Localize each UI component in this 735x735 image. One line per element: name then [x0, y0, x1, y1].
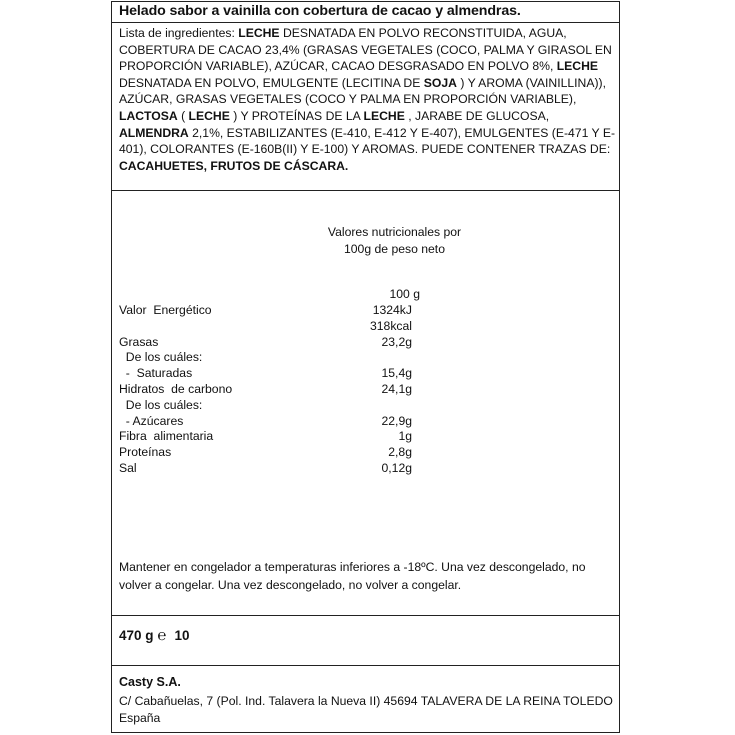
nutrition-value: 1324kJ: [372, 303, 412, 317]
allergen-text: LACTOSA: [119, 108, 178, 123]
allergen-text: LECHE: [188, 108, 230, 123]
nutrition-row: [112, 461, 619, 477]
ingredient-text: DESNATADA EN POLVO RECONSTITUIDA, AGUA, COBERTURA DE CACAO 23,4% (GRASAS VEGETALES (COCO, PALMA Y GIRASOL EN PROPORCIÓN VARIABLE), AZÚCAR, CACAO DESGRASADO EN POLVO 8%,: [119, 26, 612, 74]
estimated-sign-icon: ℮: [157, 627, 167, 644]
nutrition-header: [307, 224, 482, 258]
net-weight: 470 g: [119, 628, 154, 643]
nutrition-value: 15,4g: [381, 366, 412, 381]
nutrition-label: De los cuáles:: [119, 397, 203, 412]
nutrition-row: [112, 398, 619, 414]
nutrition-value: 0,12g: [381, 461, 412, 475]
divider: [112, 22, 619, 23]
allergen-text: LECHE: [556, 59, 599, 74]
allergen-text: ALMENDRA: [119, 125, 189, 140]
nutrition-value: 318kcal: [369, 318, 412, 333]
allergen-text: LECHE: [363, 108, 405, 123]
nutrition-row: [112, 303, 619, 319]
nutrition-value: 24,1g: [381, 382, 412, 396]
ingredient-text: DESNATADA EN POLVO, EMULGENTE (LECITINA DE: [119, 75, 424, 90]
nutrition-label: Proteínas: [119, 445, 172, 460]
allergen-text: LECHE: [238, 26, 280, 40]
company-name: Casty S.A.: [119, 675, 181, 689]
ingredient-text: ) Y AROMA (VAINILLINA)), AZÚCAR, GRASAS VEGETALES (COCO Y PALMA EN PROPORCIÓN VARIABLE),: [119, 75, 606, 107]
nutrition-header-line2: 100g de peso neto: [344, 242, 445, 256]
nutrition-column-header: 100 g: [389, 287, 420, 301]
nutrition-label: Sal: [119, 461, 137, 475]
ingredient-text: ) Y PROTEÍNAS DE LA: [229, 108, 364, 123]
nutrition-label: Fibra alimentaria: [119, 429, 214, 444]
portions: 10: [174, 628, 190, 643]
label-sheet: [111, 1, 620, 733]
product-title: Helado sabor a vainilla con cobertura de cacao y almendras.: [119, 3, 521, 19]
allergen-text: CACAHUETES, FRUTOS DE CÁSCARA.: [119, 158, 349, 173]
divider: [112, 190, 619, 191]
ingredient-text: , JARABE DE GLUCOSA,: [404, 108, 550, 123]
ingredient-text: Lista de ingredientes:: [119, 26, 239, 40]
nutrition-value: 1g: [398, 429, 412, 444]
divider: [112, 665, 619, 666]
nutrition-row: [112, 319, 619, 335]
nutrition-value: 2,8g: [388, 445, 412, 460]
nutrition-row: [112, 445, 619, 461]
nutrition-row: [112, 335, 619, 351]
ingredient-text: 2,1%, ESTABILIZANTES (E-410, E-412 Y E-407), EMULGENTES (E-471 Y E-401), COLORANTES (E-160B(II) Y E-100) Y AROMAS. PUEDE CONTENER TRAZAS DE:: [119, 125, 616, 157]
nutrition-value: 23,2g: [381, 334, 412, 349]
storage-instructions: Mantener en congelador a temperaturas inferiores a -18ºC. Una vez descongelado, no volver a congelar. Una vez descongelado, no volver a congelar.: [119, 560, 586, 592]
nutrition-row: [112, 350, 619, 366]
ingredient-text: (: [177, 108, 189, 123]
nutrition-value: 22,9g: [381, 413, 412, 428]
ingredients-list: [119, 25, 615, 174]
divider: [112, 615, 619, 616]
nutrition-row: [112, 382, 619, 398]
net-weight-line: [119, 627, 190, 644]
nutrition-label: De los cuáles:: [119, 350, 203, 365]
nutrition-column-header-row: [112, 287, 619, 303]
nutrition-header-line1: Valores nutricionales por: [327, 225, 462, 239]
nutrition-row: [112, 429, 619, 445]
nutrition-label: Hidratos de carbono: [119, 382, 233, 396]
nutrition-label: - Azúcares: [119, 413, 184, 428]
nutrition-label: Grasas: [119, 334, 159, 349]
allergen-text: SOJA: [423, 75, 457, 90]
nutrition-row: [112, 366, 619, 382]
nutrition-label: Valor Energético: [119, 303, 212, 317]
company-address: C/ Cabañuelas, 7 (Pol. Ind. Talavera la Nueva II) 45694 TALAVERA DE LA REINA TOLEDO España: [119, 694, 613, 725]
nutrition-row: [112, 414, 619, 430]
nutrition-label: - Saturadas: [119, 366, 193, 381]
